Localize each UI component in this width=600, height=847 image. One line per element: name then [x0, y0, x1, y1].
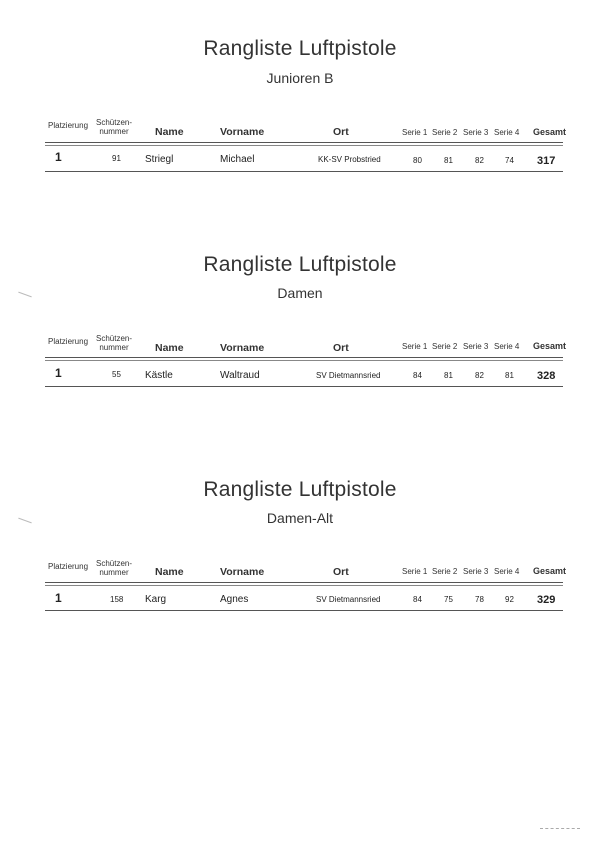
row-vorname: Agnes	[220, 594, 249, 605]
row-name: Kästle	[145, 370, 173, 381]
header-schuetzen-line2: nummer	[99, 343, 129, 352]
row-rule	[45, 171, 563, 172]
header-schuetzennummer	[96, 118, 132, 136]
header-platzierung: Platzierung	[48, 337, 89, 346]
row-vorname: Waltraud	[220, 370, 260, 381]
header-vorname: Vorname	[220, 566, 265, 578]
header-schuetzen-line1: Schützen-	[96, 559, 133, 568]
header-serie4: Serie 4	[494, 128, 520, 137]
header-ort: Ort	[333, 342, 349, 354]
section-title: Rangliste Luftpistole	[203, 253, 397, 276]
header-rule	[45, 357, 563, 361]
header-vorname: Vorname	[220, 342, 265, 354]
section-title: Rangliste Luftpistole	[203, 37, 397, 60]
row-serie2: 81	[444, 371, 453, 380]
header-serie1: Serie 1	[402, 342, 428, 351]
row-serie1: 84	[413, 371, 422, 380]
row-rule	[45, 386, 563, 387]
header-serie2: Serie 2	[432, 567, 458, 576]
header-name: Name	[155, 342, 184, 354]
section-subtitle: Damen-Alt	[266, 510, 334, 526]
header-serie3: Serie 3	[463, 567, 489, 576]
header-serie4: Serie 4	[494, 567, 520, 576]
header-ort: Ort	[333, 566, 349, 578]
row-name: Karg	[145, 594, 167, 605]
row-ort: SV Dietmannsried	[316, 595, 381, 604]
header-gesamt: Gesamt	[533, 341, 567, 351]
row-serie4: 92	[505, 595, 514, 604]
header-platzierung: Platzierung	[48, 121, 89, 130]
row-serie4: 74	[505, 156, 514, 165]
header-vorname: Vorname	[220, 126, 265, 138]
header-ort: Ort	[333, 126, 349, 138]
header-schuetzen-line2: nummer	[99, 568, 129, 577]
header-schuetzennummer	[96, 334, 132, 352]
row-platz: 1	[55, 150, 62, 164]
header-serie3: Serie 3	[463, 342, 489, 351]
header-serie3: Serie 3	[463, 128, 489, 137]
row-serie1: 84	[413, 595, 422, 604]
header-rule	[45, 582, 563, 586]
row-gesamt: 317	[537, 155, 556, 167]
header-rule	[45, 142, 563, 146]
header-serie2: Serie 2	[432, 342, 458, 351]
row-ort: SV Dietmannsried	[316, 371, 381, 380]
row-serie3: 78	[475, 595, 484, 604]
header-gesamt: Gesamt	[533, 566, 567, 576]
header-serie4: Serie 4	[494, 342, 520, 351]
scan-mark	[540, 828, 580, 829]
row-rule	[45, 610, 563, 611]
row-serie1: 80	[413, 156, 422, 165]
row-gesamt: 329	[537, 594, 556, 606]
header-name: Name	[155, 566, 184, 578]
header-serie2: Serie 2	[432, 128, 458, 137]
row-serie2: 75	[444, 595, 453, 604]
row-serie4: 81	[505, 371, 514, 380]
row-platz: 1	[55, 591, 62, 605]
row-name: Striegl	[145, 154, 174, 165]
header-schuetzen-line1: Schützen-	[96, 334, 133, 343]
header-platzierung: Platzierung	[48, 562, 89, 571]
header-name: Name	[155, 126, 184, 138]
row-serie3: 82	[475, 371, 484, 380]
row-nummer: 91	[112, 154, 121, 163]
header-gesamt: Gesamt	[533, 127, 567, 137]
header-serie1: Serie 1	[402, 567, 428, 576]
section-subtitle: Damen	[277, 285, 323, 301]
row-ort: KK-SV Probstried	[318, 155, 381, 164]
row-nummer: 158	[110, 595, 124, 604]
section-title: Rangliste Luftpistole	[203, 478, 397, 501]
header-schuetzen-line2: nummer	[99, 127, 129, 136]
row-vorname: Michael	[220, 154, 255, 165]
row-nummer: 55	[112, 370, 121, 379]
section-subtitle: Junioren B	[266, 70, 334, 86]
header-schuetzennummer	[96, 559, 132, 577]
row-serie2: 81	[444, 156, 453, 165]
row-serie3: 82	[475, 156, 484, 165]
row-platz: 1	[55, 366, 62, 380]
row-gesamt: 328	[537, 370, 556, 382]
header-schuetzen-line1: Schützen-	[96, 118, 133, 127]
header-serie1: Serie 1	[402, 128, 428, 137]
